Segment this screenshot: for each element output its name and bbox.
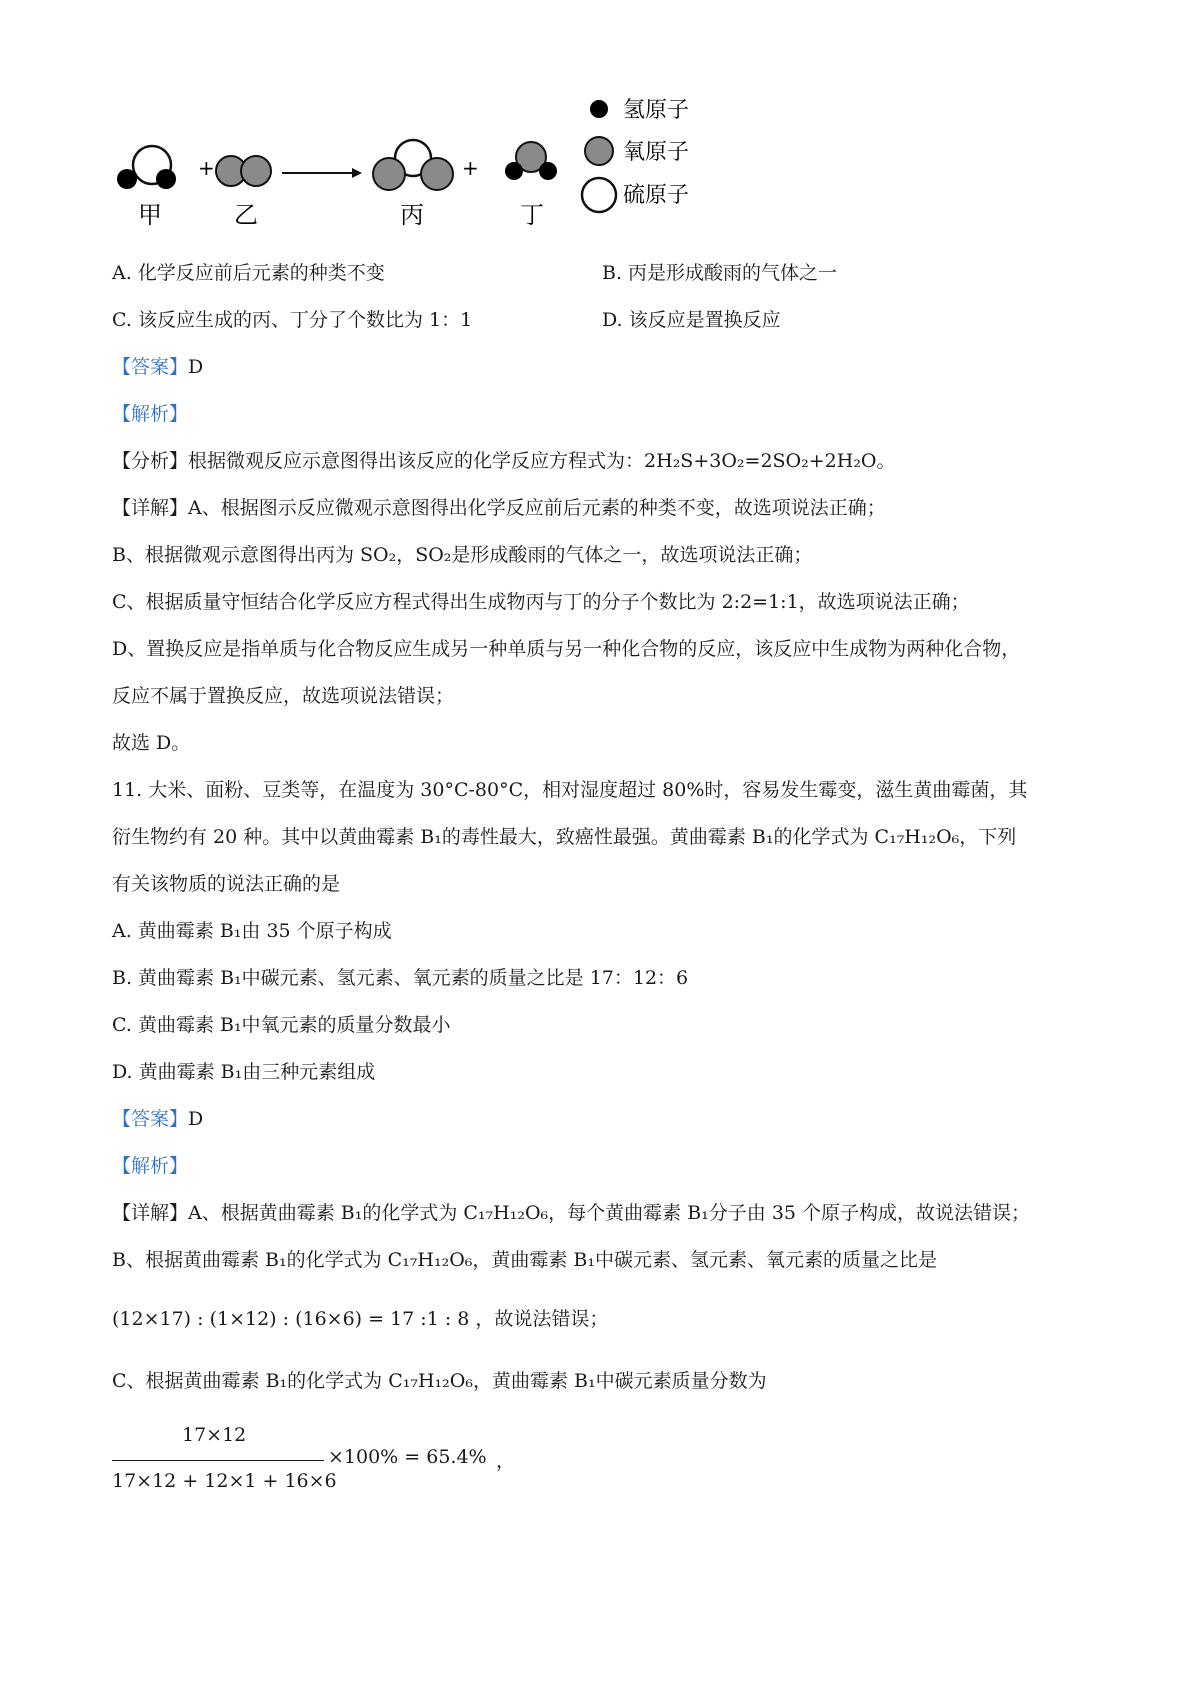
molecule-bing xyxy=(373,140,453,190)
q11-option-a: A. 黄曲霉素 B₁由 35 个原子构成 xyxy=(112,920,392,942)
legend-sulfur-icon xyxy=(582,178,616,212)
detail-tag: 【详解】 xyxy=(112,1202,189,1224)
q11-stem-3: 有关该物质的说法正确的是 xyxy=(112,873,341,895)
q10-option-a: A. 化学反应前后元素的种类不变 xyxy=(112,262,385,284)
detail-a-text: A、根据图示反应微观示意图得出化学反应前后元素的种类不变，故选项说法正确； xyxy=(188,497,886,519)
fenxi-text: 根据微观反应示意图得出该反应的化学反应方程式为： xyxy=(188,450,645,472)
q11-option-b: B. 黄曲霉素 B₁中碳元素、氢元素、氧元素的质量之比是 17：12：6 xyxy=(112,967,689,989)
legend-label-hydrogen: 氢原子 xyxy=(623,98,690,123)
reaction-diagram xyxy=(100,95,780,245)
fraction-tail: ×100% = 65.4% xyxy=(328,1446,487,1468)
answer-value: D xyxy=(188,356,204,378)
q10-detail-c: C、根据质量守恒结合化学反应方程式得出生成物丙与丁的分子个数比为 2:2=1:1，故选项说法正确； xyxy=(112,591,970,613)
fraction-denominator: 17×12 + 12×1 + 16×6 xyxy=(112,1470,337,1492)
legend xyxy=(582,98,689,212)
molecule-label-jia: 甲 xyxy=(138,201,162,229)
q11-detail-b-1: B、根据黄曲霉素 B₁的化学式为 C₁₇H₁₂O₆，黄曲霉素 B₁中碳元素、氢元素、氧元素的质量之比是 xyxy=(112,1249,938,1271)
q10-detail-d-1: D、置换反应是指单质与化合物反应生成另一种单质与另一种化合物的反应，该反应中生成物为两种化合物， xyxy=(112,638,1021,660)
fraction-numerator: 17×12 xyxy=(182,1424,247,1446)
answer-tag: 【答案】 xyxy=(112,356,189,378)
mass-fraction-formula xyxy=(112,1424,712,1508)
q11-analysis-tag: 【解析】 xyxy=(112,1155,189,1177)
q11-answer xyxy=(112,1106,203,1132)
q10-fenxi xyxy=(112,448,896,474)
q11-stem-2: 衍生物约有 20 种。其中以黄曲霉素 B₁的毒性最大，致癌性最强。黄曲霉素 B₁的化学式为 C₁₇H₁₂O₆，下列 xyxy=(112,826,1017,848)
legend-label-oxygen: 氧原子 xyxy=(623,140,690,165)
equation-end: 。 xyxy=(876,450,896,472)
q10-option-c: C. 该反应生成的丙、丁分了个数比为 1：1 xyxy=(112,309,473,331)
plus-sign: + xyxy=(198,156,215,180)
molecule-label-yi: 乙 xyxy=(234,201,258,229)
q10-conclusion: 故选 D。 xyxy=(112,732,191,754)
answer-tag: 【答案】 xyxy=(112,1108,189,1130)
q10-detail-a xyxy=(112,495,886,521)
legend-oxygen-icon xyxy=(585,137,613,165)
q11-option-d: D. 黄曲霉素 B₁由三种元素组成 xyxy=(112,1061,376,1083)
q10-detail-d-2: 反应不属于置换反应，故选项说法错误； xyxy=(112,685,455,707)
q11-detail-c-1: C、根据黄曲霉素 B₁的化学式为 C₁₇H₁₂O₆，黄曲霉素 B₁中碳元素质量分数为 xyxy=(112,1370,767,1392)
q10-analysis-tag: 【解析】 xyxy=(112,403,189,425)
q10-detail-b: B、根据微观示意图得出丙为 SO₂，SO₂是形成酸雨的气体之一，故选项说法正确； xyxy=(112,544,813,566)
molecule-yi xyxy=(216,156,271,186)
q11-detail-b-2: (12×17) : (1×12) : (16×6) = 17 :1 : 8 ，故说法错误； xyxy=(112,1308,609,1330)
q10-answer xyxy=(112,354,203,380)
fenxi-tag: 【分析】 xyxy=(112,450,189,472)
q11-detail-a xyxy=(112,1200,1030,1226)
answer-value: D xyxy=(188,1108,204,1130)
molecule-jia xyxy=(117,146,176,189)
q10-option-d: D. 该反应是置换反应 xyxy=(602,309,781,331)
fraction-end: ， xyxy=(496,1450,516,1472)
molecule-label-bing: 丙 xyxy=(400,201,424,229)
plus-sign: + xyxy=(462,156,479,180)
molecule-ding xyxy=(505,142,557,180)
q11-option-c: C. 黄曲霉素 B₁中氧元素的质量分数最小 xyxy=(112,1014,451,1036)
detail-a-text: A、根据黄曲霉素 B₁的化学式为 C₁₇H₁₂O₆，每个黄曲霉素 B₁分子由 35 个原子构成，故说法错误； xyxy=(188,1202,1031,1224)
reaction-equation: 2H₂S+3O₂=2SO₂+2H₂O xyxy=(644,450,877,472)
q10-option-b: B. 丙是形成酸雨的气体之一 xyxy=(602,262,838,284)
detail-tag: 【详解】 xyxy=(112,497,189,519)
q11-stem-1: 11. 大米、面粉、豆类等，在温度为 30°C-80°C，相对湿度超过 80%时，容易发生霉变，滋生黄曲霉菌，其 xyxy=(112,779,1028,801)
legend-label-sulfur: 硫原子 xyxy=(623,183,690,208)
reaction-arrow xyxy=(282,168,362,178)
legend-hydrogen-icon xyxy=(590,100,608,118)
molecule-label-ding: 丁 xyxy=(520,201,544,229)
fraction-bar xyxy=(112,1460,324,1461)
